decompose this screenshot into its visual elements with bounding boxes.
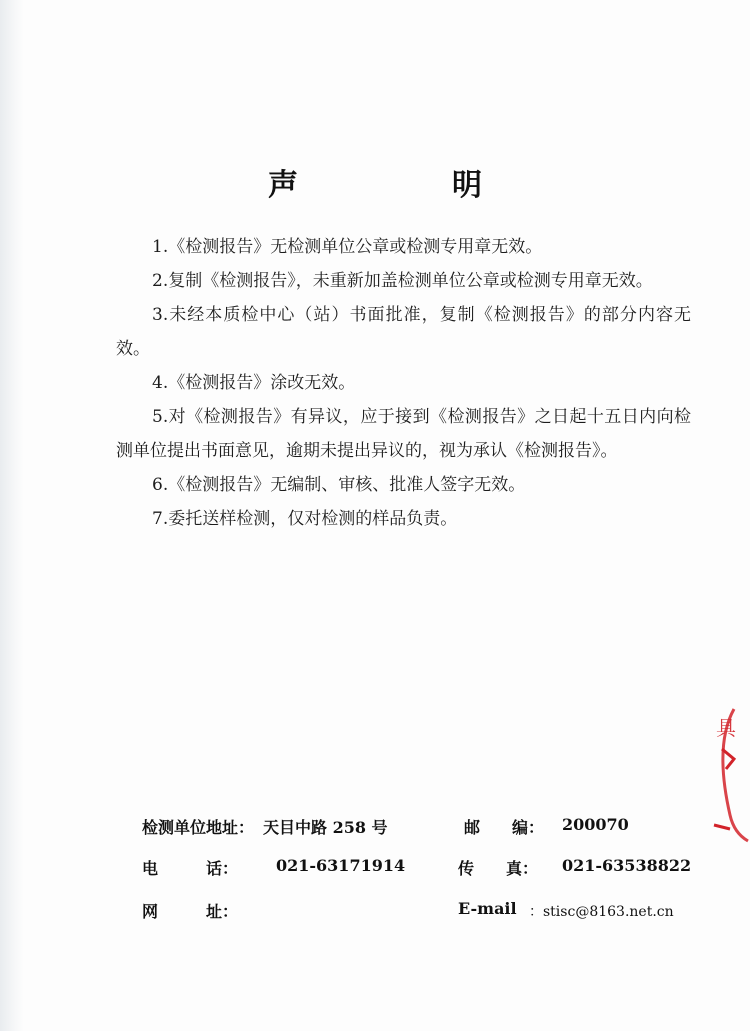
- address-label: 检测单位地址：: [142, 818, 255, 837]
- clause-3: 3.未经本质检中心（站）书面批准，复制《检测报告》的部分内容无效。: [116, 305, 691, 359]
- email-label: E-mail: [458, 899, 517, 918]
- clause-list: [116, 230, 691, 536]
- fax-label: 传 真：: [458, 859, 539, 878]
- website-label: 网 址：: [142, 902, 239, 921]
- clause-4: 4.《检测报告》涂改无效。: [152, 373, 356, 393]
- postcode-label: 邮 编：: [464, 818, 545, 837]
- page-title: 声 明: [268, 168, 544, 203]
- red-seal-fragment: [704, 705, 750, 845]
- seal-glyph: 具: [716, 716, 736, 740]
- clause-1: 1.《检测报告》无检测单位公章或检测专用章无效。: [152, 237, 543, 257]
- clause-6: 6.《检测报告》无编制、审核、批准人签字无效。: [152, 475, 526, 495]
- clause-5: 5.对《检测报告》有异议，应于接到《检测报告》之日起十五日内向检测单位提出书面意见，逾期未提出异议的，视为承认《检测报告》。: [116, 407, 691, 461]
- email-value: ：stisc@8163.net.cn: [529, 904, 674, 920]
- clause-7: 7.委托送样检测，仅对检测的样品负责。: [152, 509, 458, 529]
- postcode-value: 200070: [562, 815, 629, 834]
- fax-value: 021-63538822: [562, 856, 692, 875]
- address-value: 天目中路 258 号: [263, 818, 388, 837]
- clause-2: 2.复制《检测报告》，未重新加盖检测单位公章或检测专用章无效。: [152, 271, 653, 291]
- phone-label: 电 话：: [142, 859, 239, 878]
- scan-shadow-edge: [0, 0, 24, 1031]
- phone-value: 021-63171914: [276, 856, 406, 875]
